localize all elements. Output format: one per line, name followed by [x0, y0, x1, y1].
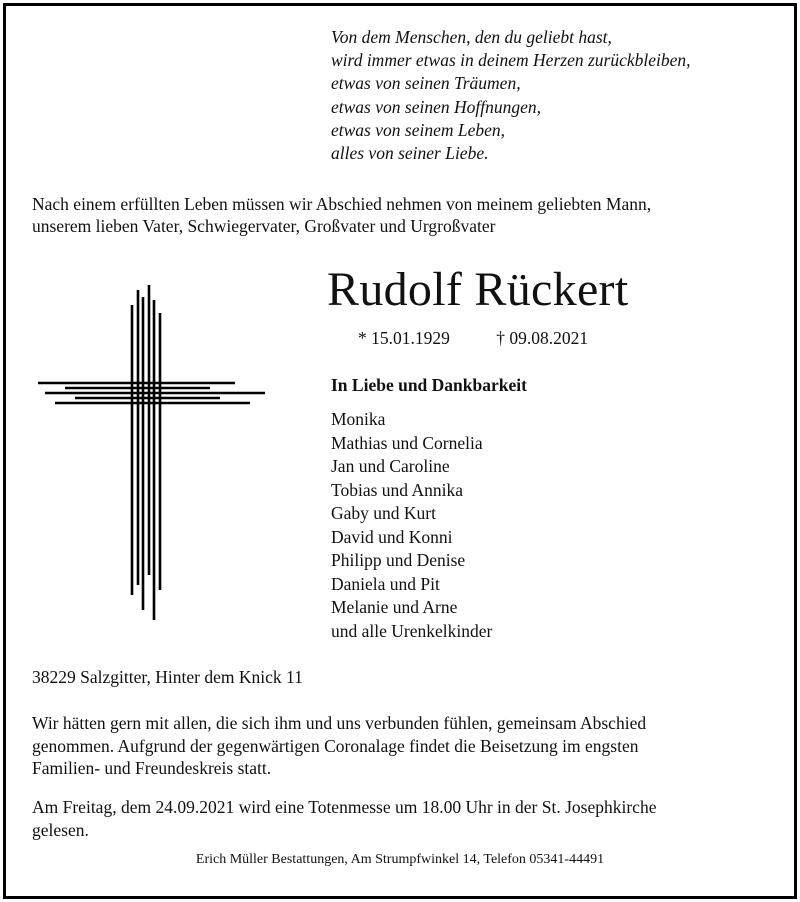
mourner-entry: und alle Urenkelkinder [331, 620, 493, 641]
mourner-entry: Jan und Caroline [331, 456, 450, 476]
death-date: † 09.08.2021 [496, 328, 589, 348]
mourner-entry: Mathias und Cornelia [331, 432, 483, 453]
paragraph-line: Am Freitag, dem 24.09.2021 wird eine Totenmesse um 18.00 Uhr in der St. Josephkirche [32, 797, 657, 817]
paragraph-line: Familien- und Freundeskreis statt. [32, 758, 272, 778]
poem-line: etwas von seinen Träumen, [331, 73, 521, 94]
poem [331, 26, 691, 165]
mourner-entry: Philipp und Denise [331, 550, 466, 570]
poem-line: alles von seiner Liebe. [331, 143, 489, 164]
intro-text [32, 193, 777, 237]
funeral-info-paragraph [32, 712, 777, 780]
mourning-heading: In Liebe und Dankbarkeit [331, 375, 527, 395]
mourners-list [331, 408, 492, 643]
mourner-entry: Melanie und Arne [331, 597, 458, 617]
poem-line: etwas von seinem Leben, [331, 119, 505, 140]
paragraph-line: gelesen. [32, 819, 89, 840]
mourner-entry: Gaby und Kurt [331, 503, 436, 523]
family-address: 38229 Salzgitter, Hinter dem Knick 11 [32, 667, 303, 687]
mourner-entry: Tobias und Annika [331, 479, 463, 500]
mourner-entry: Monika [331, 409, 386, 429]
intro-line: unserem lieben Vater, Schwiegervater, Großvater und Urgroßvater [32, 216, 496, 236]
deceased-name: Rudolf Rückert [327, 263, 629, 316]
funeral-home-footer: Erich Müller Bestattungen, Am Strumpfwinkel 14, Telefon 05341-44491 [195, 852, 605, 867]
poem-line: etwas von seinen Hoffnungen, [331, 96, 541, 117]
mourner-entry: Daniela und Pit [331, 573, 440, 594]
paragraph-line: Wir hätten gern mit allen, die sich ihm und uns verbunden fühlen, gemeinsam Abschied [32, 713, 647, 733]
intro-line: Nach einem erfüllten Leben müssen wir Abschied nehmen von meinem geliebten Mann, [32, 194, 652, 214]
birth-date: * 15.01.1929 [358, 328, 450, 348]
poem-line: Von dem Menschen, den du geliebt hast, [331, 27, 612, 47]
life-dates [358, 327, 588, 349]
cross-icon [30, 285, 280, 625]
mass-info-paragraph [32, 796, 777, 841]
paragraph-line: genommen. Aufgrund der gegenwärtigen Coronalage findet die Beisetzung im engsten [32, 735, 639, 756]
poem-line: wird immer etwas in deinem Herzen zurückbleiben, [331, 50, 691, 71]
mourner-entry: David und Konni [331, 526, 453, 547]
